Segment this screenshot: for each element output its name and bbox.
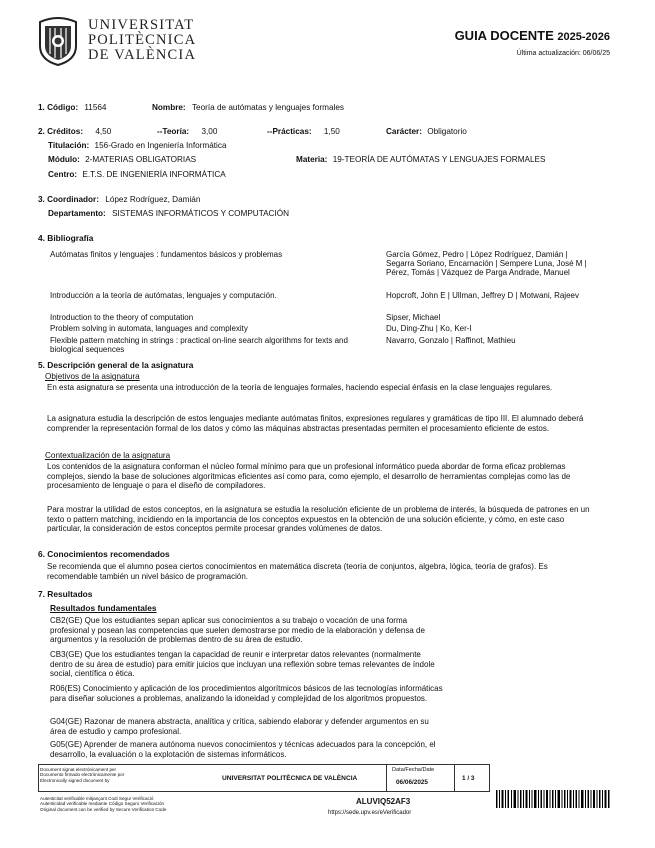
- objectives-paragraph-1: En esta asignatura se presenta una introducción de la teoría de lenguajes formales, haciendo especial énfasis en la clase lenguajes regulares.: [47, 383, 553, 392]
- subject-label: Materia:: [296, 155, 328, 164]
- date-label: Data/Fecha/Date: [392, 767, 435, 773]
- objectives-heading: Objetivos de la asignatura: [45, 372, 140, 381]
- result-item: G04(GE) Razonar de manera abstracta, analítica y crítica, sabiendo elaborar y defender argumentos en su área de estudio y campo profesional.: [50, 717, 429, 736]
- upv-shield-logo: [36, 16, 80, 66]
- context-paragraph-2: Para mostrar la utilidad de estos conceptos, en la asignatura se estudia la resolución eficiente de un problema de interés, la búsqueda de patrones en un texto o pattern matching, incidiendo en la importancia de los conceptos expuestos en la obtención de una solución eficiente, y cómo, en este caso particular, la consideración de estos conceptos permite procesar grandes volúmenes de datos.: [47, 505, 590, 534]
- result-item: R06(ES) Conocimiento y aplicación de los procedimientos algorítmicos básicos de las tecnologías informáticas para diseñar soluciones a problemas, analizando la idoneidad y complejidad de los algoritmos propuestos.: [50, 684, 443, 703]
- department-value: SISTEMAS INFORMÁTICOS Y COMPUTACIÓN: [112, 209, 290, 218]
- department-label: Departamento:: [48, 209, 106, 218]
- credits-row: [38, 127, 111, 137]
- bib-item-title: Introducción a la teoría de autómatas, lenguajes y computación.: [50, 291, 277, 300]
- section-5-title: 5. Descripción general de la asignatura: [38, 360, 194, 370]
- code-value: 11564: [84, 103, 107, 112]
- fundamental-results-heading: Resultados fundamentales: [50, 603, 157, 613]
- page-number: 1 / 3: [462, 775, 475, 782]
- subject-row: [296, 155, 545, 165]
- barcode: [496, 790, 610, 808]
- center-label: Centro:: [48, 170, 78, 179]
- guide-title: [455, 28, 610, 43]
- credits-label: Créditos:: [47, 127, 84, 136]
- bib-item-title: Problem solving in automata, languages and complexity: [50, 324, 248, 333]
- context-paragraph-1: Los contenidos de la asignatura conforman el núcleo formal mínimo para que un profesional informático pueda abordar de forma eficaz problemas complejos, siendo la base de soluciones algorítmicas eficientes así como para, como ejemplo, el desarrollo de herramientas complejas como las de procesamiento de lenguaje o para el diseño de compiladores.: [47, 462, 571, 491]
- university-line-2: POLITÈCNICA: [88, 32, 197, 48]
- practice-label: --Prácticas:: [267, 127, 312, 136]
- section-7-title: 7. Resultados: [38, 589, 93, 599]
- guide-year: 2025-2026: [557, 31, 610, 43]
- result-item: CB3(GE) Que los estudiantes tengan la capacidad de reunir e interpretar datos relevantes (normalmente dentro de su área de estudio) para emitir juicios que incluyan una reflexión sobre temas relevantes de índole social, científica o ética.: [50, 650, 435, 679]
- credits-value: 4,50: [95, 127, 112, 136]
- objectives-paragraph-2: La asignatura estudia la descripción de estos lenguajes mediante autómatas finitos, expresiones regulares y gramáticas de tipo III. El alumnado deberá comprender la representación formal de los datos y cómo las máquinas abstractas presentadas permiten el procesamiento eficiente de estos.: [47, 414, 584, 433]
- bib-item-authors: Du, Ding-Zhu | Ko, Ker-I: [386, 324, 472, 333]
- result-item: CB2(GE) Que los estudiantes sepan aplicar sus conocimientos a su trabajo o vocación de una forma profesional y posean las competencias que suelen demostrarse por medio de la elaboración y defensa de argumentos y la resolución de problemas dentro de su área de estudio.: [50, 616, 425, 645]
- verification-text: Autenticitat verificable mitjançant Codi Segur Verificació Autenticidad verificable mediante Código Seguro Verificación Original document can be verified by Secure Verification Code: [40, 796, 167, 812]
- theory-label: --Teoría:: [157, 127, 190, 136]
- section-number: 2.: [38, 127, 45, 136]
- guide-title-text: GUIA DOCENTE: [454, 28, 554, 43]
- recommended-knowledge-text: Se recomienda que el alumno posea ciertos conocimientos en matemática discreta (teoría de conjuntos, algebra, lógica, teoría de grafos). Es recomendable también un nivel básico de programación.: [47, 562, 548, 581]
- signer-name: UNIVERSITAT POLITÈCNICA DE VALÈNCIA: [222, 775, 358, 782]
- section-4-title: 4. Bibliografía: [38, 233, 94, 243]
- section-number: 3.: [38, 195, 45, 204]
- character-label: Carácter:: [386, 127, 422, 136]
- coordinator-row: [38, 195, 200, 205]
- degree-label: Titulación:: [48, 141, 90, 150]
- bib-item-title: Introduction to the theory of computation: [50, 313, 194, 322]
- character: [386, 127, 467, 137]
- section-number: 1.: [38, 103, 45, 112]
- code-label: Código:: [47, 103, 79, 112]
- theory-credits: [157, 127, 217, 137]
- bib-item-authors: García Gómez, Pedro | López Rodríguez, Damián | Segarra Soriano, Encarnación | Sempere Luna, José M | Pérez, Tomás | Vázquez de Parga Andrade, Manuel: [386, 250, 587, 278]
- bib-item-authors: Sipser, Michael: [386, 313, 441, 322]
- verification-url[interactable]: https://sede.upv.es/eVerificador: [328, 810, 412, 816]
- name-label: Nombre:: [152, 103, 186, 112]
- center-row: [48, 170, 226, 180]
- degree-row: [48, 141, 227, 151]
- coordinator-value: López Rodríguez, Damián: [105, 195, 201, 204]
- signed-by-text: Document signat electrònicament per Documento firmado electrónicamente por Electronically signed document by: [40, 767, 125, 783]
- section-1-name: [152, 103, 344, 113]
- coordinator-label: Coordinador:: [47, 195, 99, 204]
- university-line-1: UNIVERSITAT: [88, 17, 195, 33]
- bib-item-authors: Hopcroft, John E | Ullman, Jeffrey D | Motwani, Rajeev: [386, 291, 579, 300]
- degree-value: 156-Grado en Ingeniería Informática: [94, 141, 227, 150]
- character-value: Obligatorio: [427, 127, 467, 136]
- center-value: E.T.S. DE INGENIERÍA INFORMÁTICA: [82, 170, 226, 179]
- context-heading: Contextualización de la asignatura: [45, 451, 171, 460]
- theory-value: 3,00: [201, 127, 218, 136]
- section-6-title: 6. Conocimientos recomendados: [38, 549, 170, 559]
- result-item: G05(GE) Aprender de manera autónoma nuevos conocimientos y técnicas adecuados para la concepción, el desarrollo, la evaluación o la explotación de sistemas informáticos.: [50, 740, 436, 759]
- module-label: Módulo:: [48, 155, 80, 164]
- bib-item-title: Flexible pattern matching in strings : practical on-line search algorithms for texts and biological sequences: [50, 336, 348, 355]
- practice-value: 1,50: [323, 127, 340, 136]
- module-row: [48, 155, 196, 165]
- subject-value: 19-TEORÍA DE AUTÓMATAS Y LENGUAJES FORMALES: [332, 155, 546, 164]
- university-line-3: DE VALÈNCIA: [88, 47, 197, 63]
- bib-item-title: Autómatas finitos y lenguajes : fundamentos básicos y problemas: [50, 250, 283, 259]
- last-update: Última actualización: 06/06/25: [516, 50, 610, 57]
- department-row: [48, 209, 289, 219]
- practice-credits: [267, 127, 340, 137]
- section-1-code: [38, 103, 107, 113]
- bib-item-authors: Navarro, Gonzalo | Raffinot, Mathieu: [386, 336, 516, 345]
- csv-code: ALUVIQ52AF3: [356, 797, 411, 806]
- name-value: Teoría de autómatas y lenguajes formales: [191, 103, 344, 112]
- date-value: 06/06/2025: [396, 779, 428, 786]
- module-value: 2-MATERIAS OBLIGATORIAS: [85, 155, 197, 164]
- university-name: [88, 18, 196, 63]
